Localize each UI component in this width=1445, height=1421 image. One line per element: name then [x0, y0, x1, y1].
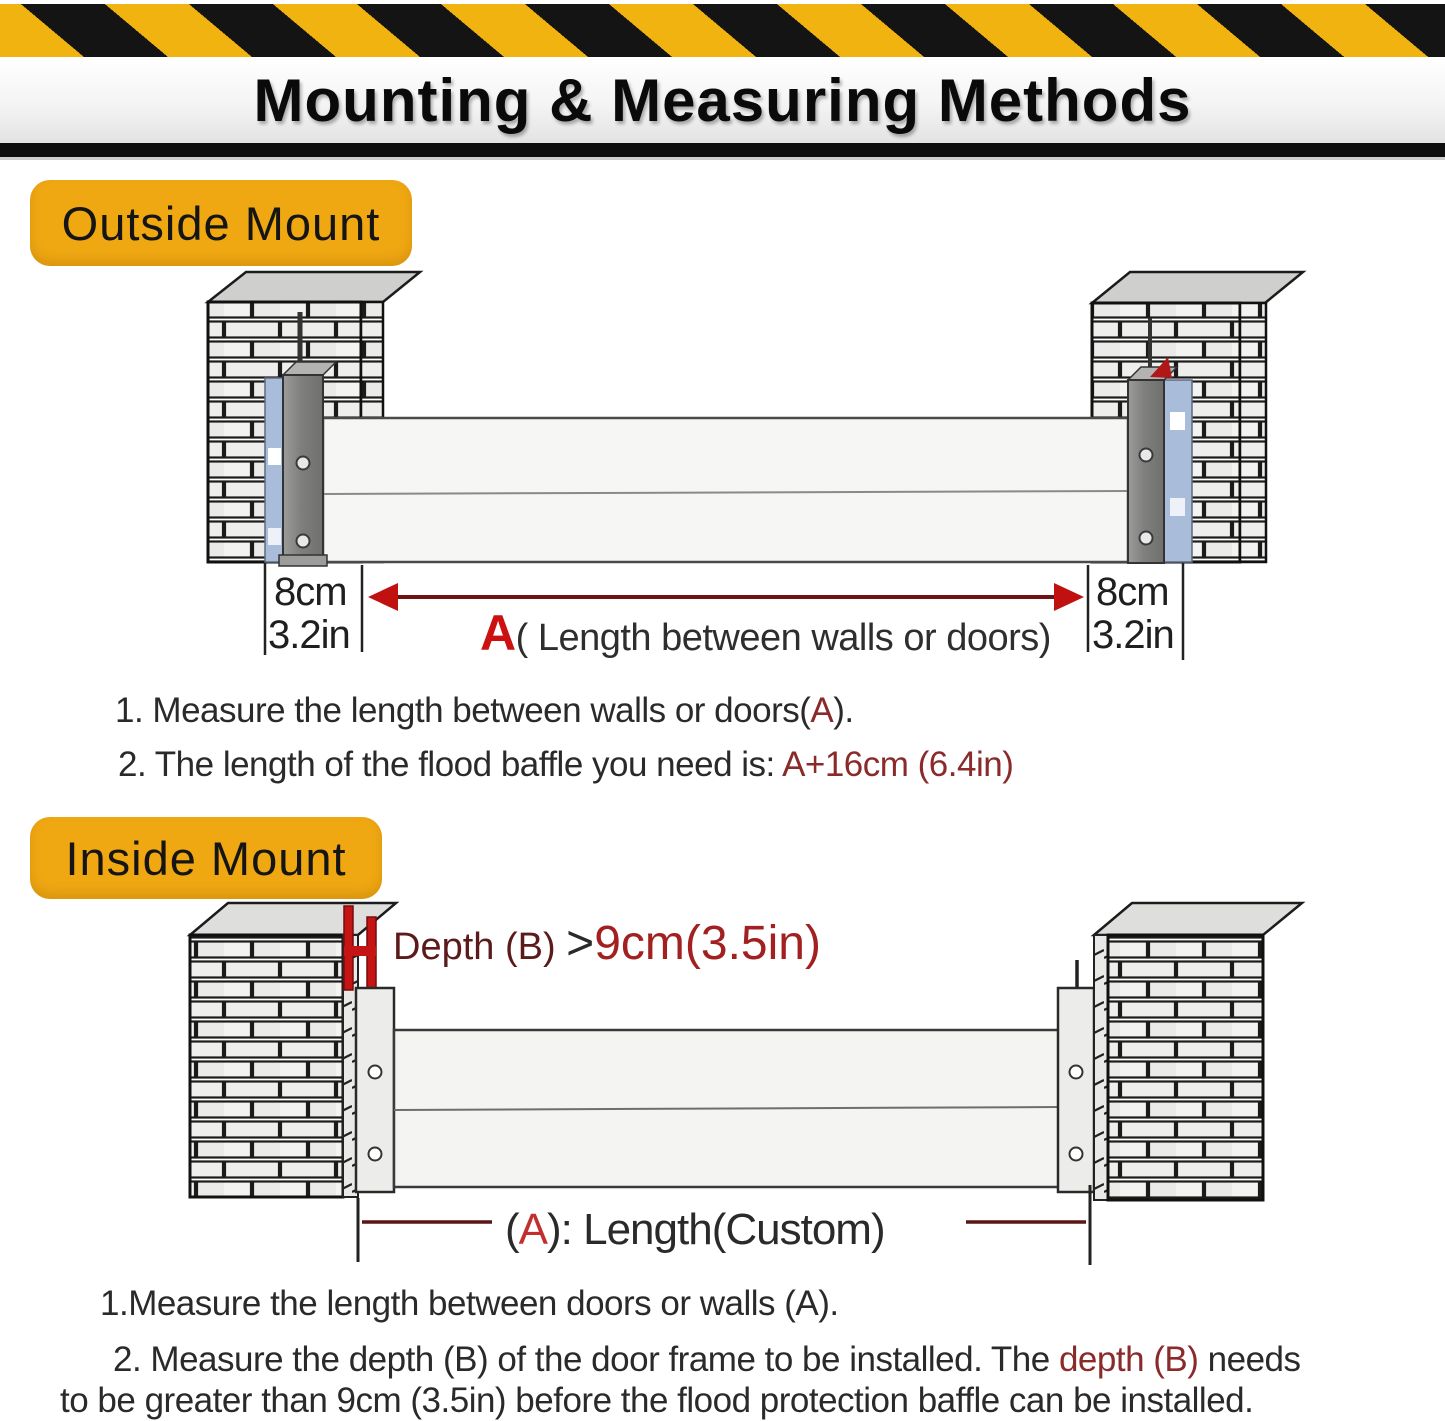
page-title: Mounting & Measuring Methods	[253, 66, 1192, 134]
screw	[369, 1148, 382, 1161]
dimension-a-text: ( Length between walls or doors)	[515, 617, 1051, 659]
pillar-top-face	[1094, 903, 1302, 935]
step-highlight: A	[810, 691, 834, 730]
depth-value: 9cm(3.5in)	[594, 917, 821, 970]
pillar-top-face	[190, 903, 396, 935]
custom-length-label	[505, 1205, 885, 1255]
inside-right-pillar	[1058, 903, 1302, 1200]
arrowhead-left	[368, 583, 398, 611]
step-text: needs	[1198, 1340, 1301, 1379]
screw	[1070, 1148, 1083, 1161]
depth-text: Depth (B)	[393, 926, 567, 968]
white-dot	[268, 448, 281, 465]
left-offset-cm: 8cm	[274, 570, 347, 614]
inside-mount-badge-label: Inside Mount	[65, 831, 347, 885]
outside-step-2	[118, 745, 1013, 785]
white-dot	[1170, 412, 1185, 430]
inside-barrier-panel	[394, 1030, 1060, 1187]
right-offset-cm: 8cm	[1096, 570, 1169, 614]
step-text: 2. The length of the flood baffle you need is:	[118, 745, 783, 784]
screw	[369, 1066, 382, 1079]
inside-mount-badge	[30, 817, 382, 899]
title-banner	[0, 57, 1445, 143]
barrier-body	[323, 418, 1128, 562]
length-paren: (	[505, 1205, 519, 1254]
outside-step-1	[115, 691, 854, 731]
channel-base	[279, 555, 327, 566]
length-between-walls-label	[480, 604, 1051, 662]
screw	[1140, 532, 1153, 545]
screw	[1070, 1066, 1083, 1079]
inside-step-2-line2: to be greater than 9cm (3.5in) before the flood protection baffle can be installed.	[60, 1381, 1254, 1420]
pillar-front-bricks	[1108, 935, 1263, 1200]
pillar-side-face	[1094, 935, 1108, 1200]
header-divider	[0, 143, 1445, 160]
pillar-side-bricks	[1240, 303, 1266, 562]
inside-step-1: 1.Measure the length between doors or walls (A).	[100, 1284, 839, 1323]
outside-mount-badge	[30, 180, 412, 266]
arrowhead-right	[1054, 583, 1084, 611]
seal-strip	[1164, 380, 1192, 562]
step-text: ).	[833, 691, 854, 730]
inside-step-2	[113, 1340, 1301, 1380]
depth-marker-cross-bar	[344, 946, 376, 956]
screw	[297, 535, 310, 548]
greater-than-sign: >	[566, 917, 595, 970]
screw	[297, 457, 310, 470]
pillar-front-bricks	[190, 935, 343, 1197]
white-dot	[1170, 498, 1185, 516]
screw	[1140, 449, 1153, 462]
step-text: 2. Measure the depth (B) of the door frame to be installed. The	[113, 1340, 1059, 1379]
depth-b-label	[393, 916, 821, 971]
left-offset-in: 3.2in	[268, 613, 350, 657]
hazard-stripe-banner	[0, 0, 1445, 57]
inside-left-pillar	[190, 903, 396, 1197]
white-dot	[268, 528, 281, 545]
right-offset-in: 3.2in	[1092, 613, 1174, 657]
step-text: 1. Measure the length between walls or doors(	[115, 691, 811, 730]
pillar-top-face	[208, 272, 420, 302]
outside-mount-badge-label: Outside Mount	[61, 196, 381, 250]
outside-barrier-panel	[323, 418, 1128, 562]
length-a-letter: A	[518, 1205, 548, 1254]
dimension-a-letter: A	[480, 605, 516, 661]
length-text: ): Length(Custom)	[547, 1205, 885, 1254]
pillar-top-face	[1092, 272, 1303, 303]
step-highlight: A+16cm (6.4in)	[782, 745, 1014, 784]
step-highlight: depth (B)	[1058, 1340, 1199, 1379]
